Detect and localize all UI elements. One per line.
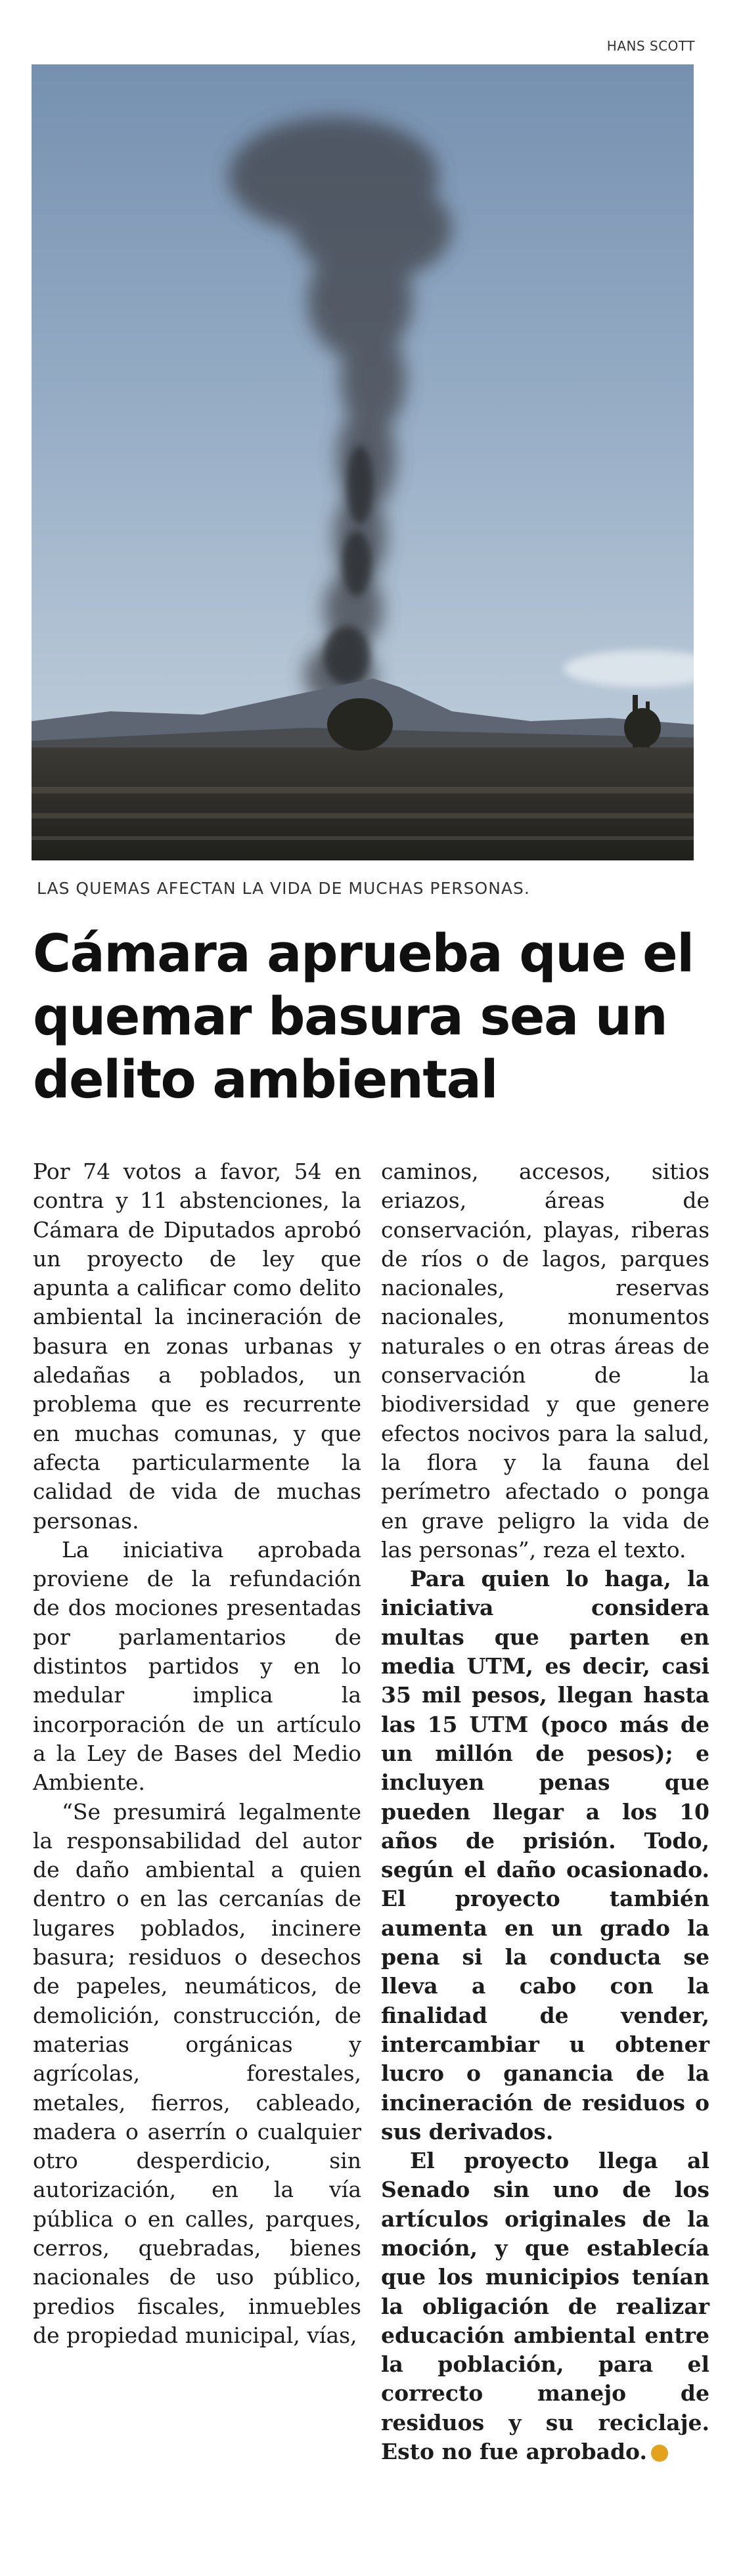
- paragraph: caminos, accesos, sitios eriazos, áreas de conservación, playas, riberas de ríos o de lagos, parques nacionales, reservas nacionales, monumentos naturales o en otras áreas de conservación de la biodiversidad y que genere efectos nocivos para la salud, la flora y la fauna del perímetro afectado o ponga en grave peligro la vida de las personas”, reza el texto.: [381, 1159, 709, 1563]
- column-1: [33, 1157, 361, 2466]
- end-of-article-icon: ✪: [651, 2445, 668, 2462]
- photo-caption: LAS QUEMAS AFECTAN LA VIDA DE MUCHAS PERSONAS.: [37, 879, 530, 898]
- article-photo: [32, 64, 694, 860]
- paragraph: La iniciativa aprobada proviene de la refundación de dos mociones presentadas por parlamentarios de distintos partidos y en lo medular implica la incorporación de un artículo a la Ley de Bases del Medio Ambiente.: [33, 1536, 361, 1796]
- photo-credit: HANS SCOTT: [606, 38, 695, 54]
- paragraph: Para quien lo haga, la iniciativa considera multas que parten en media UTM, es decir, casi 35 mil pesos, llegan hasta las 15 UTM (poco más de un millón de pesos); e incluyen penas que pueden llegar a los 10 años de prisión. Todo, según el daño ocasionado. El proyecto también aumenta en un grado la pena si la conducta se lleva a cabo con la finalidad de vender, intercambiar u obtener lucro o ganancia de la incineración de residuos o sus derivados.: [381, 1566, 709, 2144]
- paragraph-text: El proyecto llega al Senado sin uno de los artículos originales de la moción, y que establecía que los municipios tenían la obligación de realizar educación ambiental entre la población, para el correcto manejo de residuos y su reciclaje. Esto no fue aprobado.: [381, 2148, 709, 2465]
- smoke-landscape-image: [32, 64, 694, 860]
- column-2: [381, 1157, 709, 2466]
- paragraph: “Se presumirá legalmente la responsabilidad del autor de daño ambiental a quien dentro o en las cercanías de lugares poblados, incinere basura; residuos o desechos de papeles, neumáticos, de demolición, construcción, de materias orgánicas y agrícolas, forestales, metales, fierros, cableado, madera o aserrín o cualquier otro desperdicio, sin autorización, en la vía pública o en calles, parques, cerros, quebradas, bienes nacionales de uso público, predios fiscales, inmuebles de propiedad municipal, vías,: [33, 1798, 361, 2348]
- paragraph: Por 74 votos a favor, 54 en contra y 11 abstenciones, la Cámara de Diputados aprobó un proyecto de ley que apunta a calificar como delito ambiental la incineración de basura en zonas urbanas y aledañas a poblados, un problema que es recurrente en muchas comunas, y que afecta particularmente la calidad de vida de muchas personas.: [33, 1159, 361, 1534]
- article-headline: Cámara aprueba que el quemar basura sea un delito ambiental: [33, 923, 694, 1110]
- paragraph-last: [381, 2146, 709, 2466]
- article-body: [33, 1157, 709, 2466]
